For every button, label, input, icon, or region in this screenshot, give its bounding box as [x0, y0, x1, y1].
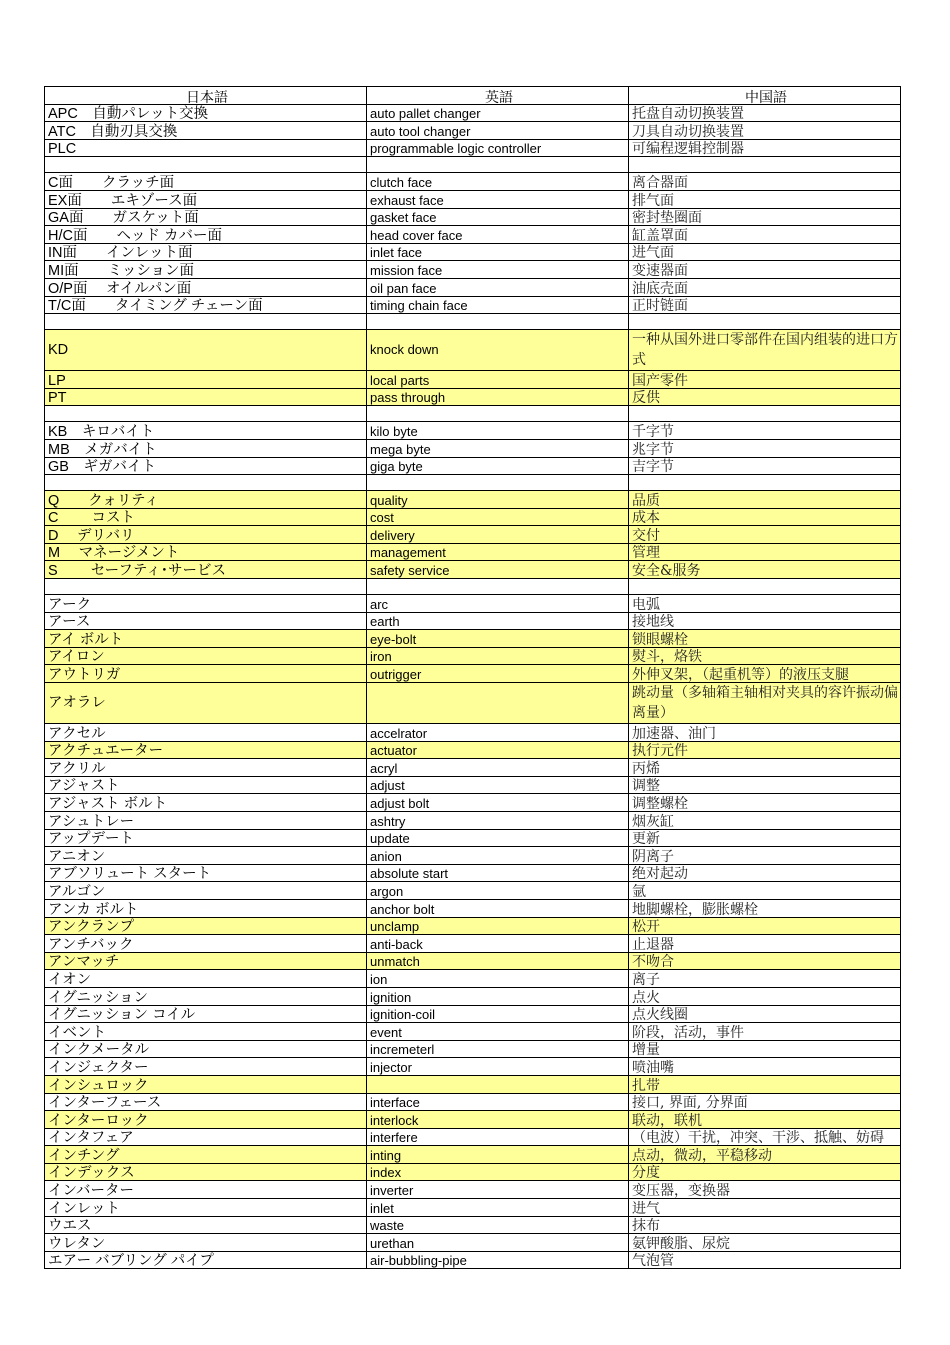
japanese-term-cell: インバーター — [45, 1181, 367, 1199]
chinese-term-cell: 密封垫圈面 — [629, 208, 901, 226]
table-row — [45, 371, 901, 389]
table-row — [45, 812, 901, 830]
table-row — [45, 612, 901, 630]
english-term-cell — [367, 579, 629, 595]
chinese-term-cell: 阴离子 — [629, 847, 901, 865]
table-row — [45, 330, 901, 371]
chinese-term-cell: 反供 — [629, 388, 901, 406]
table-row — [45, 508, 901, 526]
english-term-cell: ashtry — [367, 812, 629, 830]
table-row — [45, 457, 901, 475]
chinese-term-cell: 地脚螺栓，膨胀螺栓 — [629, 899, 901, 917]
chinese-term-cell: 安全&服务 — [629, 561, 901, 579]
table-row — [45, 1093, 901, 1111]
table-row — [45, 1199, 901, 1217]
chinese-term-cell: 丙烯 — [629, 759, 901, 777]
english-term-cell: auto pallet changer — [367, 104, 629, 122]
table-row — [45, 847, 901, 865]
chinese-term-cell: 接口, 界面, 分界面 — [629, 1093, 901, 1111]
japanese-term-cell: インターフェース — [45, 1093, 367, 1111]
japanese-term-cell — [45, 579, 367, 595]
english-term-cell: ignition-coil — [367, 1005, 629, 1023]
english-term-cell: event — [367, 1023, 629, 1041]
chinese-term-cell: 变压器，变换器 — [629, 1181, 901, 1199]
japanese-term-cell: EX面 エキゾース面 — [45, 190, 367, 208]
english-term-cell: inlet face — [367, 243, 629, 261]
table-row — [45, 243, 901, 261]
english-term-cell: interface — [367, 1093, 629, 1111]
japanese-term-cell: インクメータル — [45, 1040, 367, 1058]
english-term-cell: timing chain face — [367, 296, 629, 314]
english-term-cell: gasket face — [367, 208, 629, 226]
table-row — [45, 683, 901, 724]
japanese-term-cell: アウトリガ — [45, 665, 367, 683]
japanese-term-cell: アンチバック — [45, 935, 367, 953]
japanese-term-cell: インレット — [45, 1199, 367, 1217]
english-term-cell: index — [367, 1163, 629, 1181]
japanese-term-cell: S セーフティ･サービス — [45, 561, 367, 579]
english-term-cell: cost — [367, 508, 629, 526]
table-row — [45, 970, 901, 988]
english-term-cell: inlet — [367, 1199, 629, 1217]
table-row — [45, 422, 901, 440]
table-row — [45, 864, 901, 882]
english-term-cell: knock down — [367, 330, 629, 371]
english-term-cell: programmable logic controller — [367, 139, 629, 157]
english-term-cell: local parts — [367, 371, 629, 389]
japanese-term-cell: イグニッション — [45, 987, 367, 1005]
header-english: 英語 — [367, 87, 629, 105]
japanese-term-cell: アクセル — [45, 724, 367, 742]
chinese-term-cell: 交付 — [629, 526, 901, 544]
english-term-cell: head cover face — [367, 226, 629, 244]
table-row — [45, 665, 901, 683]
english-term-cell: mission face — [367, 261, 629, 279]
japanese-term-cell: IN面 インレット面 — [45, 243, 367, 261]
chinese-term-cell: 执行元件 — [629, 741, 901, 759]
japanese-term-cell: C コスト — [45, 508, 367, 526]
chinese-term-cell: 离子 — [629, 970, 901, 988]
table-row — [45, 1146, 901, 1164]
english-term-cell: anion — [367, 847, 629, 865]
japanese-term-cell — [45, 157, 367, 173]
japanese-term-cell: アブソリュート スタート — [45, 864, 367, 882]
english-term-cell: inverter — [367, 1181, 629, 1199]
table-row — [45, 139, 901, 157]
chinese-term-cell: 止退器 — [629, 935, 901, 953]
chinese-term-cell: 兆字节 — [629, 439, 901, 457]
chinese-term-cell — [629, 406, 901, 422]
chinese-term-cell — [629, 157, 901, 173]
table-row — [45, 1005, 901, 1023]
table-row — [45, 724, 901, 742]
chinese-term-cell: 松开 — [629, 917, 901, 935]
japanese-term-cell: イオン — [45, 970, 367, 988]
table-row — [45, 776, 901, 794]
table-row — [45, 388, 901, 406]
english-term-cell: clutch face — [367, 173, 629, 191]
japanese-term-cell: アジャスト — [45, 776, 367, 794]
table-row — [45, 173, 901, 191]
table-row — [45, 1023, 901, 1041]
english-term-cell: earth — [367, 612, 629, 630]
table-row — [45, 278, 901, 296]
japanese-term-cell: ウレタン — [45, 1234, 367, 1252]
japanese-term-cell: イグニッション コイル — [45, 1005, 367, 1023]
japanese-term-cell: MI面 ミッション面 — [45, 261, 367, 279]
table-row — [45, 899, 901, 917]
table-row — [45, 296, 901, 314]
chinese-term-cell: 接地线 — [629, 612, 901, 630]
english-term-cell: adjust bolt — [367, 794, 629, 812]
english-term-cell: waste — [367, 1216, 629, 1234]
japanese-term-cell: ウエス — [45, 1216, 367, 1234]
japanese-term-cell: GA面 ガスケット面 — [45, 208, 367, 226]
header-row — [45, 87, 901, 105]
japanese-term-cell: アイロン — [45, 647, 367, 665]
japanese-term-cell: インデックス — [45, 1163, 367, 1181]
english-term-cell: incremeterl — [367, 1040, 629, 1058]
table-row — [45, 226, 901, 244]
english-term-cell: adjust — [367, 776, 629, 794]
japanese-term-cell: O/P面 オイルパン面 — [45, 278, 367, 296]
table-row — [45, 208, 901, 226]
table-row — [45, 526, 901, 544]
table-row — [45, 439, 901, 457]
japanese-term-cell: インジェクター — [45, 1058, 367, 1076]
english-term-cell: auto tool changer — [367, 122, 629, 140]
english-term-cell: eye-bolt — [367, 630, 629, 648]
table-row — [45, 261, 901, 279]
header-japanese: 日本語 — [45, 87, 367, 105]
chinese-term-cell: 更新 — [629, 829, 901, 847]
japanese-term-cell: KD — [45, 330, 367, 371]
table-row — [45, 987, 901, 1005]
table-row — [45, 882, 901, 900]
table-row — [45, 647, 901, 665]
japanese-term-cell: インターロック — [45, 1111, 367, 1129]
table-row — [45, 1251, 901, 1269]
chinese-term-cell: 阶段，活动，事件 — [629, 1023, 901, 1041]
chinese-term-cell: 变速器面 — [629, 261, 901, 279]
chinese-term-cell: 吉字节 — [629, 457, 901, 475]
table-row — [45, 741, 901, 759]
japanese-term-cell: イベント — [45, 1023, 367, 1041]
english-term-cell: delivery — [367, 526, 629, 544]
chinese-term-cell: 国产零件 — [629, 371, 901, 389]
english-term-cell: safety service — [367, 561, 629, 579]
chinese-term-cell: 千字节 — [629, 422, 901, 440]
japanese-term-cell: Q クォリティ — [45, 491, 367, 509]
japanese-term-cell: エアー バブリング パイプ — [45, 1251, 367, 1269]
japanese-term-cell: アイ ボルト — [45, 630, 367, 648]
japanese-term-cell: ATC 自動刃具交換 — [45, 122, 367, 140]
chinese-term-cell: 联动，联机 — [629, 1111, 901, 1129]
table-row — [45, 543, 901, 561]
japanese-term-cell: アオラレ — [45, 683, 367, 724]
english-term-cell: arc — [367, 595, 629, 613]
table-row — [45, 406, 901, 422]
japanese-term-cell: アクチュエーター — [45, 741, 367, 759]
japanese-term-cell: アース — [45, 612, 367, 630]
japanese-term-cell: PT — [45, 388, 367, 406]
japanese-term-cell: LP — [45, 371, 367, 389]
english-term-cell: anti-back — [367, 935, 629, 953]
japanese-term-cell: アジャスト ボルト — [45, 794, 367, 812]
japanese-term-cell: インタフェア — [45, 1128, 367, 1146]
english-term-cell: inting — [367, 1146, 629, 1164]
japanese-term-cell — [45, 475, 367, 491]
chinese-term-cell: 跳动量（多轴箱主轴相对夹具的容许振动偏离量） — [629, 683, 901, 724]
chinese-term-cell: 刀具自动切换装置 — [629, 122, 901, 140]
japanese-term-cell: D デリバリ — [45, 526, 367, 544]
english-term-cell: injector — [367, 1058, 629, 1076]
chinese-term-cell: 喷油嘴 — [629, 1058, 901, 1076]
chinese-term-cell — [629, 314, 901, 330]
english-term-cell: absolute start — [367, 864, 629, 882]
table-row — [45, 935, 901, 953]
english-term-cell: accelrator — [367, 724, 629, 742]
japanese-term-cell: アルゴン — [45, 882, 367, 900]
chinese-term-cell: 点火线圈 — [629, 1005, 901, 1023]
chinese-term-cell: 氨钾酸脂、尿烷 — [629, 1234, 901, 1252]
table-row — [45, 829, 901, 847]
chinese-term-cell: 进气面 — [629, 243, 901, 261]
chinese-term-cell: 绝对起动 — [629, 864, 901, 882]
english-term-cell: management — [367, 543, 629, 561]
english-term-cell: quality — [367, 491, 629, 509]
table-row — [45, 104, 901, 122]
english-term-cell — [367, 157, 629, 173]
english-term-cell: mega byte — [367, 439, 629, 457]
chinese-term-cell: 可编程逻辑控制器 — [629, 139, 901, 157]
table-row — [45, 595, 901, 613]
chinese-term-cell: 离合器面 — [629, 173, 901, 191]
english-term-cell: ignition — [367, 987, 629, 1005]
japanese-term-cell: GB ギガバイト — [45, 457, 367, 475]
english-term-cell: update — [367, 829, 629, 847]
table-row — [45, 579, 901, 595]
english-term-cell: urethan — [367, 1234, 629, 1252]
japanese-term-cell: M マネージメント — [45, 543, 367, 561]
chinese-term-cell: 调整 — [629, 776, 901, 794]
english-term-cell: unmatch — [367, 952, 629, 970]
english-term-cell: pass through — [367, 388, 629, 406]
japanese-term-cell: C面 クラッチ面 — [45, 173, 367, 191]
japanese-term-cell: MB メガバイト — [45, 439, 367, 457]
japanese-term-cell — [45, 406, 367, 422]
english-term-cell: air-bubbling-pipe — [367, 1251, 629, 1269]
english-term-cell — [367, 314, 629, 330]
table-header — [45, 87, 901, 105]
chinese-term-cell: 调整螺栓 — [629, 794, 901, 812]
glossary-table — [44, 86, 901, 1269]
table-row — [45, 190, 901, 208]
table-row — [45, 1181, 901, 1199]
japanese-term-cell: PLC — [45, 139, 367, 157]
english-term-cell: argon — [367, 882, 629, 900]
table-row — [45, 1075, 901, 1093]
chinese-term-cell: 分度 — [629, 1163, 901, 1181]
chinese-term-cell: 进气 — [629, 1199, 901, 1217]
japanese-term-cell: アクリル — [45, 759, 367, 777]
english-term-cell — [367, 475, 629, 491]
english-term-cell: kilo byte — [367, 422, 629, 440]
chinese-term-cell: 锁眼螺栓 — [629, 630, 901, 648]
english-term-cell — [367, 683, 629, 724]
japanese-term-cell: KB キロバイト — [45, 422, 367, 440]
japanese-term-cell: インシュロック — [45, 1075, 367, 1093]
table-row — [45, 759, 901, 777]
japanese-term-cell — [45, 314, 367, 330]
english-term-cell: interfere — [367, 1128, 629, 1146]
chinese-term-cell: 品质 — [629, 491, 901, 509]
chinese-term-cell: 扎带 — [629, 1075, 901, 1093]
japanese-term-cell: アップデート — [45, 829, 367, 847]
chinese-term-cell: 不吻合 — [629, 952, 901, 970]
japanese-term-cell: アニオン — [45, 847, 367, 865]
japanese-term-cell: アシュトレー — [45, 812, 367, 830]
chinese-term-cell: 电弧 — [629, 595, 901, 613]
table-row — [45, 491, 901, 509]
table-row — [45, 794, 901, 812]
table-body — [45, 104, 901, 1269]
chinese-term-cell: 一种从国外进口零部件在国内组装的进口方式 — [629, 330, 901, 371]
japanese-term-cell: T/C面 タイミング チェーン面 — [45, 296, 367, 314]
english-term-cell — [367, 406, 629, 422]
table-row — [45, 122, 901, 140]
english-term-cell: iron — [367, 647, 629, 665]
chinese-term-cell: 点火 — [629, 987, 901, 1005]
chinese-term-cell: 气泡管 — [629, 1251, 901, 1269]
chinese-term-cell: 熨斗，烙铁 — [629, 647, 901, 665]
table-row — [45, 1128, 901, 1146]
chinese-term-cell: 增量 — [629, 1040, 901, 1058]
chinese-term-cell: 托盘自动切换装置 — [629, 104, 901, 122]
english-term-cell: ion — [367, 970, 629, 988]
table-row — [45, 917, 901, 935]
japanese-term-cell: アンクランプ — [45, 917, 367, 935]
english-term-cell: interlock — [367, 1111, 629, 1129]
chinese-term-cell — [629, 475, 901, 491]
chinese-term-cell: 管理 — [629, 543, 901, 561]
chinese-term-cell: 烟灰缸 — [629, 812, 901, 830]
chinese-term-cell: 氩 — [629, 882, 901, 900]
table-row — [45, 1111, 901, 1129]
chinese-term-cell: 排气面 — [629, 190, 901, 208]
table-row — [45, 1040, 901, 1058]
table-row — [45, 1234, 901, 1252]
chinese-term-cell: 加速器、油门 — [629, 724, 901, 742]
table-row — [45, 1216, 901, 1234]
english-term-cell: anchor bolt — [367, 899, 629, 917]
chinese-term-cell: 点动，微动，平稳移动 — [629, 1146, 901, 1164]
english-term-cell: oil pan face — [367, 278, 629, 296]
japanese-term-cell: H/C面 ヘッド カバー面 — [45, 226, 367, 244]
table-row — [45, 475, 901, 491]
table-row — [45, 630, 901, 648]
chinese-term-cell: （电波）干扰，冲突、干涉、抵触、妨碍 — [629, 1128, 901, 1146]
english-term-cell: outrigger — [367, 665, 629, 683]
chinese-term-cell: 外伸叉架，（起重机等）的液压支腿 — [629, 665, 901, 683]
japanese-term-cell: インチング — [45, 1146, 367, 1164]
table-row — [45, 561, 901, 579]
japanese-term-cell: アンマッチ — [45, 952, 367, 970]
table-row — [45, 314, 901, 330]
chinese-term-cell: 成本 — [629, 508, 901, 526]
english-term-cell: unclamp — [367, 917, 629, 935]
english-term-cell: giga byte — [367, 457, 629, 475]
japanese-term-cell: APC 自動パレット交換 — [45, 104, 367, 122]
japanese-term-cell: アンカ ボルト — [45, 899, 367, 917]
chinese-term-cell — [629, 579, 901, 595]
chinese-term-cell: 抹布 — [629, 1216, 901, 1234]
english-term-cell: acryl — [367, 759, 629, 777]
chinese-term-cell: 缸盖罩面 — [629, 226, 901, 244]
chinese-term-cell: 正时链面 — [629, 296, 901, 314]
table-row — [45, 1058, 901, 1076]
table-row — [45, 1163, 901, 1181]
english-term-cell: actuator — [367, 741, 629, 759]
header-chinese: 中国語 — [629, 87, 901, 105]
table-row — [45, 157, 901, 173]
japanese-term-cell: アーク — [45, 595, 367, 613]
english-term-cell — [367, 1075, 629, 1093]
chinese-term-cell: 油底壳面 — [629, 278, 901, 296]
table-row — [45, 952, 901, 970]
english-term-cell: exhaust face — [367, 190, 629, 208]
